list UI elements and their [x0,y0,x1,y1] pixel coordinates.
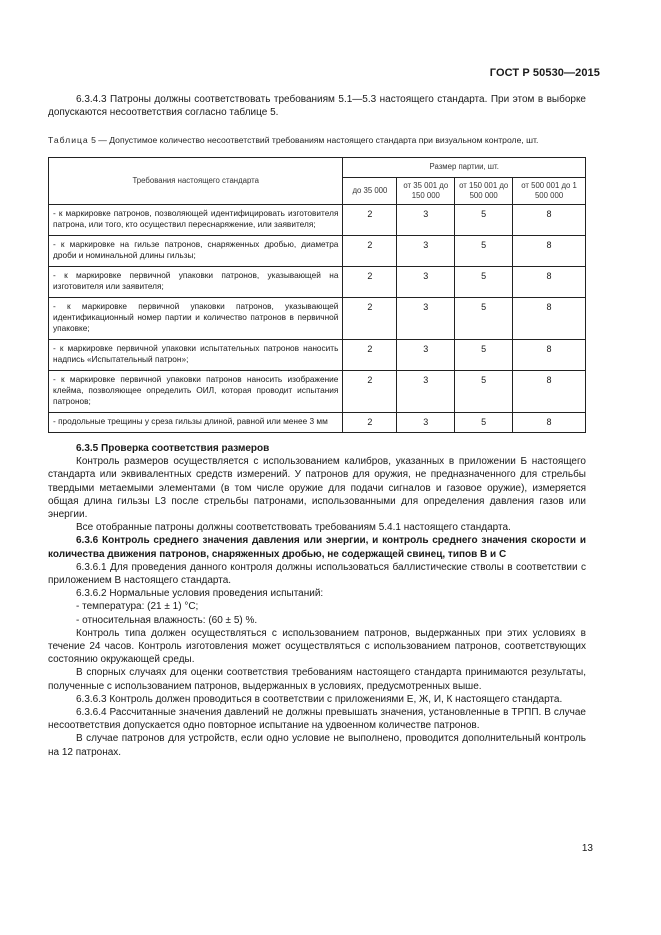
value-cell: 2 [343,339,397,370]
paragraph: 6.3.6.3 Контроль должен проводиться в соответствии с приложениями Е, Ж, И, К настоящего стандарта. [76,693,563,705]
value-cell: 8 [513,235,586,266]
document-header: ГОСТ Р 50530—2015 [489,67,600,79]
value-cell: 2 [343,204,397,235]
table-row [49,370,586,412]
paragraph: - температура: (21 ± 1) °С; [76,601,199,613]
requirement-cell: - к маркировке первичной упаковки патронов, указывающей на изготовителя или заявителя; [49,266,343,297]
requirement-cell: - к маркировке первичной упаковки патронов наносить изображение клейма, позволяющее определить ОИЛ, которая проводит испытания патронов; [49,370,343,412]
requirement-cell: - к маркировке первичной упаковки патронов, указывающей идентификационный номер партии и количество патронов в первичной упаковке; [49,297,343,339]
header-col-1: до 35 000 [343,177,397,204]
value-cell: 3 [397,266,455,297]
table-caption-label: Таблица [48,135,89,146]
table-caption-text: 5 — Допустимое количество несоответствий требованиям настоящего стандарта при визуальном контроле, шт. [91,135,539,146]
value-cell: 8 [513,339,586,370]
header-col-2: от 35 001 до 150 000 [397,177,455,204]
value-cell: 2 [343,266,397,297]
paragraph-6-3-4-3: 6.3.4.3 Патроны должны соответствовать требованиям 5.1—5.3 настоящего стандарта. При этом в выборке допускаются несоответствия согласно таблице 5. [48,94,586,119]
value-cell: 2 [343,412,397,432]
value-cell: 8 [513,370,586,412]
table-row [49,266,586,297]
paragraph: Все отобранные патроны должны соответствовать требованиям 5.4.1 настоящего стандарта. [76,522,511,534]
value-cell: 8 [513,266,586,297]
header-col-3: от 150 001 до 500 000 [455,177,513,204]
page-content [48,93,586,759]
section-6-3-5-title: 6.3.5 Проверка соответствия размеров [76,442,270,454]
page-number: 13 [581,843,593,854]
value-cell: 5 [455,339,513,370]
paragraph: Контроль размеров осуществляется с использованием калибров, указанных в приложении Б настоящего стандарта или эквивалентных средств измерений. У патронов для оружия, не предназначенного для стрельбы твердыми метаемыми элементами (в том числе оружие для подачи сигналов и газовое оружие), измеряется общая длина гильзы L3 после стрельбы патронами, использованными для определения давления газов или энергии. [48,456,586,520]
table-row [49,412,586,432]
value-cell: 2 [343,370,397,412]
value-cell: 5 [455,370,513,412]
value-cell: 2 [343,297,397,339]
value-cell: 3 [397,370,455,412]
value-cell: 5 [455,204,513,235]
value-cell: 5 [455,266,513,297]
value-cell: 5 [455,235,513,266]
paragraph: 6.3.6.2 Нормальные условия проведения испытаний: [76,588,324,600]
value-cell: 8 [513,412,586,432]
paragraph: 6.3.6.1 Для проведения данного контроля должны использоваться баллистические стволы в соответствии с приложением В настоящего стандарта. [48,561,586,586]
value-cell: 8 [513,204,586,235]
value-cell: 3 [397,235,455,266]
paragraph: Контроль типа должен осуществляться с использованием патронов, выдержанных при этих условиях в течение 24 часов. Контроль изготовления может осуществляться с использованием патронов, соответствующих состоянию окружающей среды. [48,627,586,666]
value-cell: 5 [455,297,513,339]
table-caption [48,135,586,147]
paragraph: - относительная влажность: (60 ± 5) %. [76,614,258,626]
table-row [49,339,586,370]
value-cell: 3 [397,297,455,339]
requirement-cell: - продольные трещины у среза гильзы длиной, равной или менее 3 мм [49,412,343,432]
requirement-cell: - к маркировке первичной упаковки испытательных патронов наносить надпись «Испытательный патрон»; [49,339,343,370]
table-row [49,297,586,339]
table-row [49,235,586,266]
section-6-3-6-title: 6.3.6 Контроль среднего значения давления или энергии, и контроль среднего значения скорости и количества движения патронов, снаряженных дробью, не содержащей свинец, типов В и С [48,535,586,560]
value-cell: 3 [397,204,455,235]
value-cell: 5 [455,412,513,432]
value-cell: 3 [397,412,455,432]
paragraph: В спорных случаях для оценки соответствия требованиям настоящего стандарта принимаются результаты, полученные с использованием патронов, выдержанных в условиях, предусмотренных выше. [48,667,586,692]
value-cell: 8 [513,297,586,339]
paragraph: 6.3.6.4 Рассчитанные значения давлений не должны превышать значения, установленные в ТРПП. В случае несоответствия допускается одно повторное испытание на удвоенном количестве патронов. [48,706,586,732]
table-row [49,204,586,235]
value-cell: 3 [397,339,455,370]
header-requirements: Требования настоящего стандарта [49,157,343,204]
value-cell: 2 [343,235,397,266]
requirement-cell: - к маркировке на гильзе патронов, снаряженных дробью, диаметра дроби и номинальной длины гильзы; [49,235,343,266]
header-batch-size: Размер партии, шт. [343,157,586,177]
requirement-cell: - к маркировке патронов, позволяющей идентифицировать изготовителя патрона, или того, кто осуществил переснаряжение, или заявителя; [49,204,343,235]
header-col-4: от 500 001 до 1 500 000 [513,177,586,204]
paragraph: В случае патронов для устройств, если одно условие не выполнено, проводится дополнительный контроль на 12 патронах. [48,733,586,758]
nonconformity-table [48,157,586,433]
